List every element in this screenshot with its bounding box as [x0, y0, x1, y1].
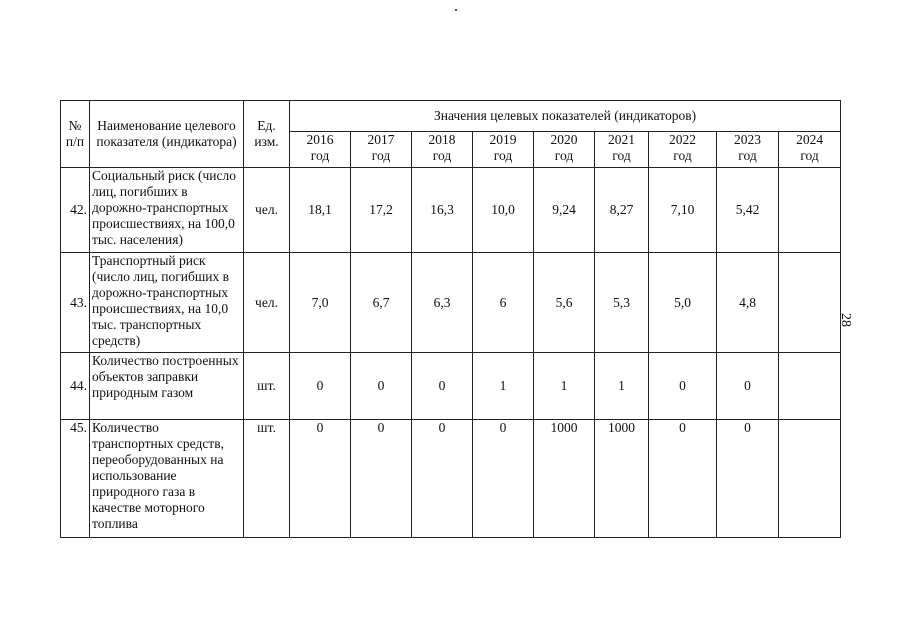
year-suffix: год [554, 148, 574, 163]
value-cell-2019: 10,0 [473, 168, 534, 253]
scan-speck [455, 9, 457, 11]
year-value: 2018 [428, 132, 456, 147]
value-cell-2019: 1 [473, 353, 534, 420]
year-header-2021 [595, 132, 649, 168]
value-cell-2022: 7,10 [649, 168, 717, 253]
indicator-unit: чел. [244, 253, 290, 353]
row-number: 45. [61, 420, 90, 538]
value-cell-2024 [779, 353, 841, 420]
table-row [61, 253, 841, 353]
year-value: 2019 [489, 132, 517, 147]
value-cell-2019: 0 [473, 420, 534, 538]
year-header-2024 [779, 132, 841, 168]
year-suffix: год [800, 148, 819, 163]
values-group-header: Значения целевых показателей (индикаторов) [290, 101, 841, 132]
value-cell-2022: 5,0 [649, 253, 717, 353]
year-value: 2016 [306, 132, 334, 147]
year-value: 2023 [734, 132, 761, 147]
year-header-2016 [290, 132, 351, 168]
year-suffix: год [612, 148, 631, 163]
year-suffix: год [738, 148, 757, 163]
year-value: 2024 [796, 132, 824, 147]
year-value: 2021 [608, 132, 635, 147]
header-row-top [61, 101, 841, 132]
indicator-unit: чел. [244, 168, 290, 253]
value-cell-2018: 0 [412, 420, 473, 538]
value-cell-2023: 5,42 [717, 168, 779, 253]
indicator-name: Транспортный риск (число лиц, погибших в дорожно-транспортных происшествиях, на 10,0 тыс. транспортных средств) [90, 253, 244, 353]
table-row [61, 420, 841, 538]
year-header-2019 [473, 132, 534, 168]
year-suffix: год [371, 148, 391, 163]
value-cell-2021: 1000 [595, 420, 649, 538]
value-cell-2018: 16,3 [412, 168, 473, 253]
row-number: 44. [61, 353, 90, 420]
value-cell-2017: 0 [351, 420, 412, 538]
value-cell-2023: 0 [717, 353, 779, 420]
value-cell-2021: 1 [595, 353, 649, 420]
table-body [61, 168, 841, 538]
value-cell-2022: 0 [649, 420, 717, 538]
value-cell-2024 [779, 253, 841, 353]
indicator-name: Количество построенных объектов заправки природным газом [90, 353, 244, 420]
year-header-2022 [649, 132, 717, 168]
year-header-2023 [717, 132, 779, 168]
value-cell-2020: 1000 [534, 420, 595, 538]
table-row [61, 168, 841, 253]
value-cell-2016: 0 [290, 420, 351, 538]
value-cell-2020: 1 [534, 353, 595, 420]
value-cell-2016: 18,1 [290, 168, 351, 253]
value-cell-2023: 0 [717, 420, 779, 538]
indicator-name: Социальный риск (число лиц, погибших в дорожно-транспортных происшествиях, на 100,0 тыс. населения) [90, 168, 244, 253]
value-cell-2022: 0 [649, 353, 717, 420]
value-cell-2016: 7,0 [290, 253, 351, 353]
value-cell-2023: 4,8 [717, 253, 779, 353]
indicator-unit: шт. [244, 420, 290, 538]
year-value: 2020 [550, 132, 578, 147]
value-cell-2017: 0 [351, 353, 412, 420]
value-cell-2016: 0 [290, 353, 351, 420]
table-row [61, 353, 841, 420]
year-suffix: год [673, 148, 692, 163]
value-cell-2020: 5,6 [534, 253, 595, 353]
year-value: 2022 [669, 132, 696, 147]
num-column-header: № п/п [61, 101, 90, 168]
value-cell-2018: 0 [412, 353, 473, 420]
value-cell-2021: 8,27 [595, 168, 649, 253]
year-suffix: год [310, 148, 330, 163]
year-header-2020 [534, 132, 595, 168]
value-cell-2017: 6,7 [351, 253, 412, 353]
value-cell-2019: 6 [473, 253, 534, 353]
value-cell-2021: 5,3 [595, 253, 649, 353]
indicator-unit: шт. [244, 353, 290, 420]
value-cell-2024 [779, 168, 841, 253]
indicators-table [60, 100, 841, 538]
value-cell-2024 [779, 420, 841, 538]
row-number: 43. [61, 253, 90, 353]
unit-column-header: Ед. изм. [244, 101, 290, 168]
page-number: 28 [838, 313, 853, 327]
indicator-name: Количество транспортных средств, переоборудованных на использование природного газа в качестве моторного топлива [90, 420, 244, 538]
year-suffix: год [493, 148, 513, 163]
year-value: 2017 [367, 132, 395, 147]
year-suffix: год [432, 148, 452, 163]
value-cell-2017: 17,2 [351, 168, 412, 253]
year-header-2017 [351, 132, 412, 168]
row-number: 42. [61, 168, 90, 253]
name-column-header: Наименование целевого показателя (индикатора) [90, 101, 244, 168]
value-cell-2020: 9,24 [534, 168, 595, 253]
value-cell-2018: 6,3 [412, 253, 473, 353]
year-header-2018 [412, 132, 473, 168]
